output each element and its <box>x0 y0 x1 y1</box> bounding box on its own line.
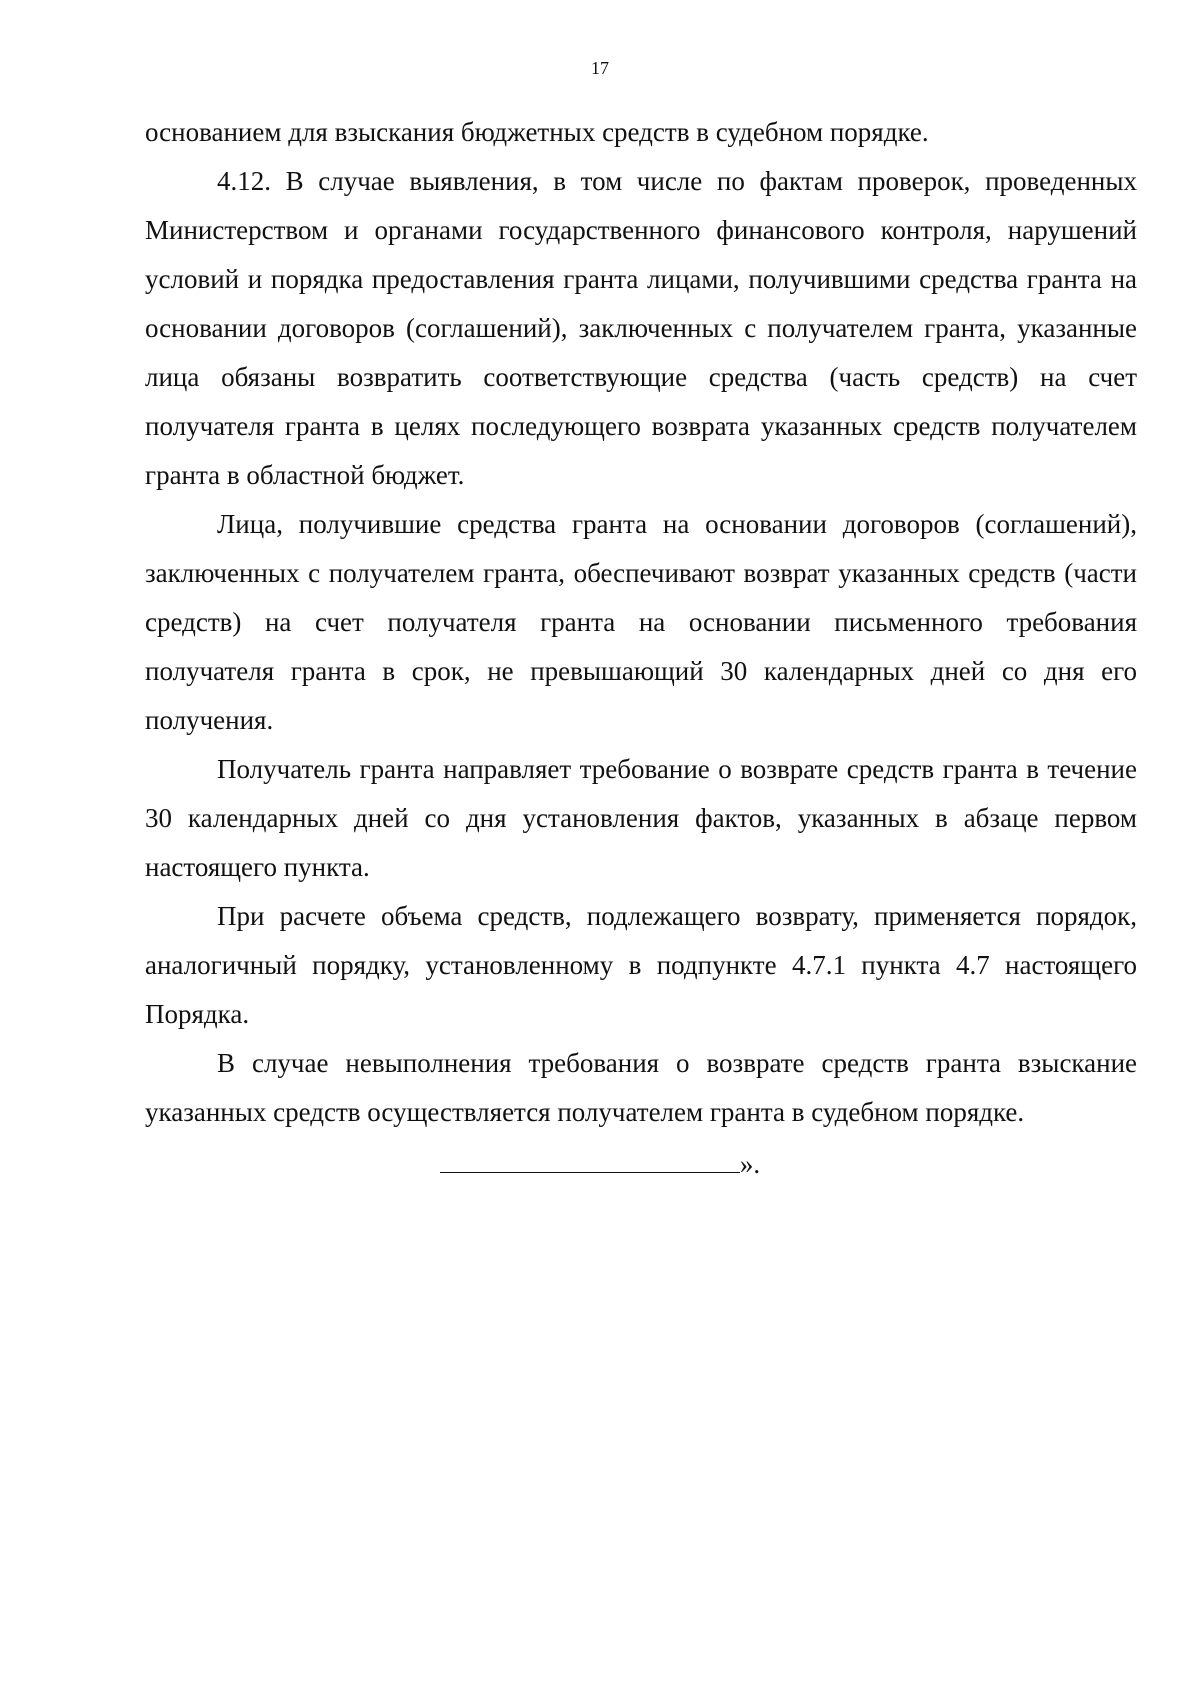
paragraph-continuation: основанием для взыскания бюджетных средств в судебном порядке. <box>145 117 929 147</box>
page-number: 17 <box>591 58 609 78</box>
paragraph-4-12: 4.12. В случае выявления, в том числе по фактам проверок, проведенных Министерством и органами государственного финансового контроля, нарушений условий и порядка предоставления гранта лицами, получившими средства гранта на основании договоров (соглашений), заключенных с получателем гранта, указанные лица обязаны возвратить соответствующие средства (часть средств) на счет получателя гранта в целях последующего возврата указанных средств получателем гранта в областной бюджет. <box>145 166 1137 490</box>
closing-mark <box>0 1142 1200 1184</box>
paragraph-calculation: При расчете объема средств, подлежащего возврату, применяется порядок, аналогичный порядку, установленному в подпункте 4.7.1 пункта 4.7 настоящего Порядка. <box>145 901 1137 1029</box>
document-body <box>145 108 1137 1137</box>
paragraph-return-requirement: Получатель гранта направляет требование о возврате средств гранта в течение 30 календарных дней со дня установления фактов, указанных в абзаце первом настоящего пункта. <box>145 754 1137 882</box>
paragraph-recipients-return: Лица, получившие средства гранта на основании договоров (соглашений), заключенных с получателем гранта, обеспечивают возврат указанных средств (части средств) на счет получателя гранта на основании письменного требования получателя гранта в срок, не превышающий 30 календарных дней со дня его получения. <box>145 509 1137 735</box>
closing-underline <box>440 1142 740 1173</box>
paragraph-court-recovery: В случае невыполнения требования о возврате средств гранта взыскание указанных средств осуществляется получателем гранта в судебном порядке. <box>145 1048 1137 1127</box>
closing-quote: ». <box>739 1149 761 1179</box>
